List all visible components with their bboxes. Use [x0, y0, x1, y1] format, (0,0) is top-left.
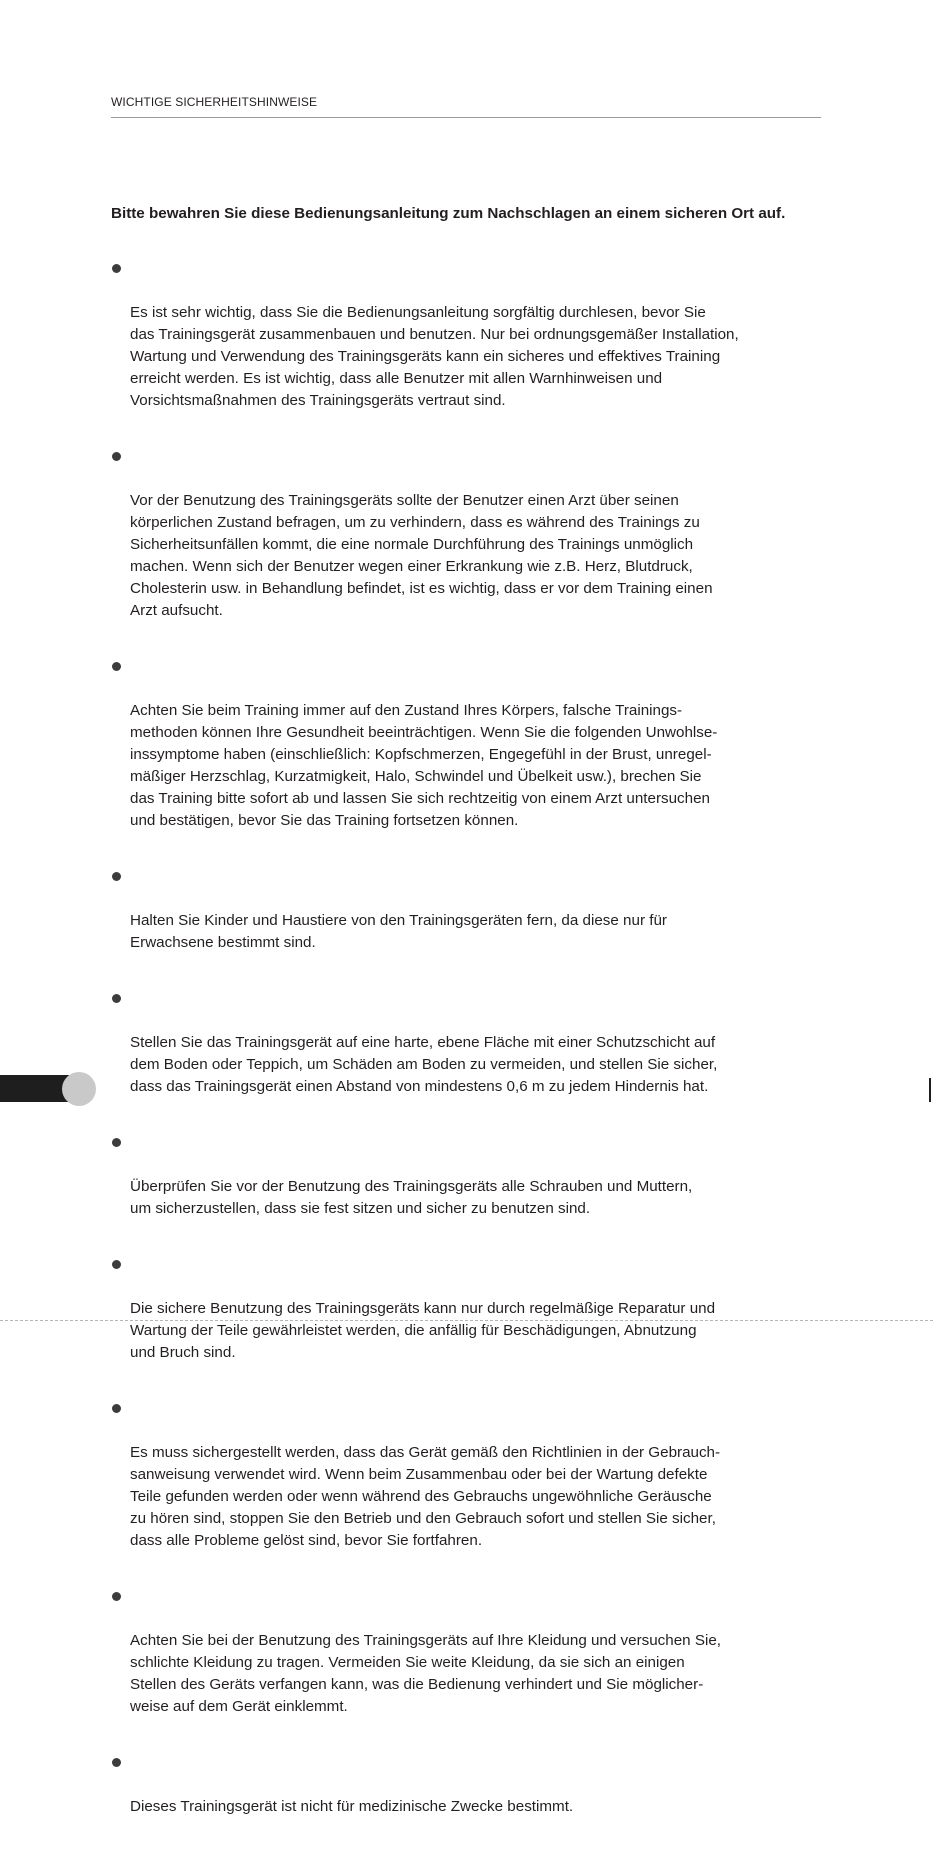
list-item-text: Achten Sie bei der Benutzung des Trainingsgeräts auf Ihre Kleidung und versuchen Sie, schlichte Kleidung zu tragen. Vermeiden Sie weite Kleidung, da sie sich an einigen Stellen des Geräts verfangen kann, was die Bedienung verhindert und Sie möglicher- weise auf dem Gerät einklemmt.: [130, 1632, 722, 1715]
bullet-icon: [112, 994, 121, 1003]
list-item: [111, 1398, 871, 1574]
list-item: [111, 988, 871, 1120]
bottom-trim-line: [0, 1320, 933, 1321]
bullet-icon: [112, 1404, 121, 1413]
bullet-icon: [112, 1592, 121, 1601]
intro-note: Bitte bewahren Sie diese Bedienungsanleitung zum Nachschlagen an einem sicheren Ort auf.: [111, 205, 786, 222]
list-item-text: Die sichere Benutzung des Trainingsgeräts kann nur durch regelmäßige Reparatur und Wartung der Teile gewährleistet werden, die anfällig für Beschädigungen, Abnutzung und Bruch sind.: [130, 1300, 716, 1361]
page-title: WICHTIGE SICHERHEITSHINWEISE: [111, 95, 318, 109]
page-number-circle: [62, 1072, 96, 1106]
list-item: [111, 446, 871, 644]
bullet-icon: [112, 452, 121, 461]
list-item-text: Überprüfen Sie vor der Benutzung des Trainingsgeräts alle Schrauben und Muttern, um sicherzustellen, dass sie fest sitzen und sicher zu benutzen sind.: [130, 1178, 693, 1217]
list-item: [111, 866, 871, 976]
list-item-text: Achten Sie beim Training immer auf den Zustand Ihres Körpers, falsche Trainings- methoden können Ihre Gesundheit beeinträchtigen. Wenn Sie die folgenden Unwohlse- inssymptome haben (einschließlich: Kopfschmerzen, Engegefühl in der Brust, unregel- mäßiger Herzschlag, Kurzatmigkeit, Halo, Schwindel und Übelkeit usw.), brechen Sie das Training bitte sofort ab und lassen Sie sich rechtzeitig von einem Arzt untersuchen und bestätigen, bevor Sie das Training fortsetzen können.: [130, 702, 718, 829]
list-item: [111, 1752, 871, 1840]
crop-mark: [929, 1078, 931, 1102]
page-header: [111, 95, 821, 118]
list-item-text: Vor der Benutzung des Trainingsgeräts sollte der Benutzer einen Arzt über seinen körperlichen Zustand befragen, um zu verhindern, dass es während des Trainings zu Sicherheitsunfällen kommt, die eine normale Durchführung des Trainings unmöglich machen. Wenn sich der Benutzer wegen einer Erkrankung wie z.B. Herz, Blutdruck, Cholesterin usw. in Behandlung befindet, ist es wichtig, dass er vor dem Training einen Arzt aufsucht.: [130, 492, 713, 619]
list-item-text: Stellen Sie das Trainingsgerät auf eine harte, ebene Fläche mit einer Schutzschicht auf dem Boden oder Teppich, um Schäden am Boden zu vermeiden, und stellen Sie sicher, dass das Trainingsgerät einen Abstand von mindestens 0,6 m zu jedem Hindernis hat.: [130, 1034, 718, 1095]
list-item: [111, 1132, 871, 1242]
list-item-text: Halten Sie Kinder und Haustiere von den Trainingsgeräten fern, da diese nur für Erwachsene bestimmt sind.: [130, 912, 667, 951]
bullet-icon: [112, 1138, 121, 1147]
bullet-icon: [112, 1758, 121, 1767]
bullet-icon: [112, 872, 121, 881]
bullet-icon: [112, 662, 121, 671]
list-item-text: Es muss sichergestellt werden, dass das Gerät gemäß den Richtlinien in der Gebrauch- sanweisung verwendet wird. Wenn beim Zusammenbau oder bei der Wartung defekte Teile gefunden werden oder wenn während des Gebrauchs ungewöhnliche Geräusche zu hören sind, stoppen Sie den Betrieb und den Gebrauch sofort und stellen Sie sicher, dass alle Probleme gelöst sind, bevor Sie fortfahren.: [130, 1444, 721, 1549]
list-item-text: Dieses Trainingsgerät ist nicht für medizinische Zwecke bestimmt.: [130, 1798, 574, 1815]
list-item: [111, 1586, 871, 1740]
safety-list: [111, 258, 871, 1852]
list-item: [111, 656, 871, 854]
bullet-icon: [112, 1260, 121, 1269]
list-item-text: Es ist sehr wichtig, dass Sie die Bedienungsanleitung sorgfältig durchlesen, bevor Sie das Trainingsgerät zusammenbauen und benutzen. Nur bei ordnungsgemäßer Installation, Wartung und Verwendung des Trainingsgeräts kann ein sicheres und effektives Training erreicht werden. Es ist wichtig, dass alle Benutzer mit allen Warnhinweisen und Vorsichtsmaßnahmen des Trainingsgeräts vertraut sind.: [130, 304, 739, 409]
bullet-icon: [112, 264, 121, 273]
list-item: [111, 258, 871, 434]
